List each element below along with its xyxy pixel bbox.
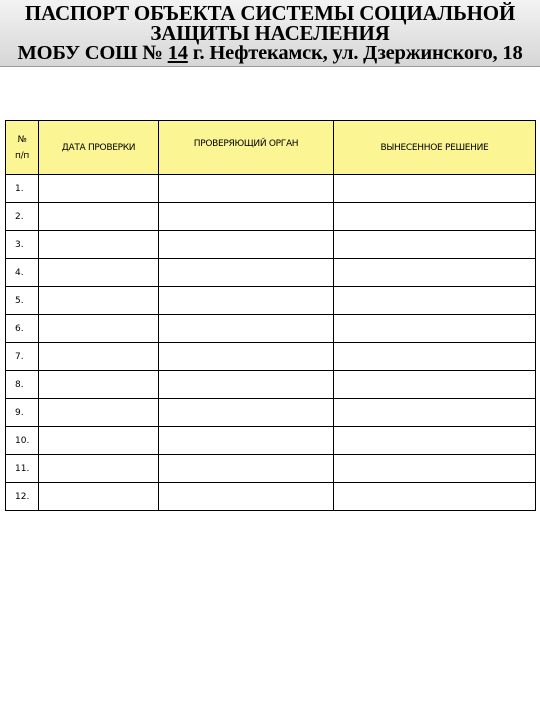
row-number-cell: 7. [6,343,39,371]
title-line-2: ЗАЩИТЫ НАСЕЛЕНИЯ [150,21,390,45]
row-number-cell: 4. [6,259,39,287]
table-row [6,315,536,343]
date-cell [39,231,159,259]
decision-cell [334,343,536,371]
decision-cell [334,455,536,483]
authority-cell [159,455,334,483]
column-header-decision: ВЫНЕСЕННОЕ РЕШЕНИЕ [334,121,536,175]
date-cell [39,287,159,315]
row-number-cell: 9. [6,399,39,427]
row-number-cell: 10. [6,427,39,455]
inspection-table [5,120,536,511]
table-row [6,483,536,511]
table-row [6,203,536,231]
school-number: 14 [167,42,188,64]
authority-cell [159,175,334,203]
date-cell [39,427,159,455]
title-line-3-suffix: г. Нефтекамск, ул. Дзержинского, 18 [187,42,523,64]
row-number-cell: 8. [6,371,39,399]
table-row [6,259,536,287]
column-header-number-top: № [17,134,27,145]
date-cell [39,315,159,343]
row-number-cell: 5. [6,287,39,315]
decision-cell [334,287,536,315]
decision-cell [334,371,536,399]
decision-cell [334,427,536,455]
table-row [6,175,536,203]
decision-cell [334,315,536,343]
row-number-cell: 1. [6,175,39,203]
column-header-authority: ПРОВЕРЯЮЩИЙ ОРГАН [159,121,334,175]
decision-cell [334,203,536,231]
authority-cell [159,399,334,427]
date-cell [39,203,159,231]
authority-cell [159,371,334,399]
title-line-1: ПАСПОРТ ОБЪЕКТА СИСТЕМЫ СОЦИАЛЬНОЙ [24,1,516,25]
decision-cell [334,483,536,511]
date-cell [39,259,159,287]
table-row [6,371,536,399]
row-number-cell: 6. [6,315,39,343]
row-number-cell: 11. [6,455,39,483]
table-header-row [6,121,536,175]
table-row [6,399,536,427]
decision-cell [334,259,536,287]
authority-cell [159,231,334,259]
date-cell [39,455,159,483]
title-banner [0,0,540,67]
authority-cell [159,343,334,371]
row-number-cell: 2. [6,203,39,231]
authority-cell [159,259,334,287]
row-number-cell: 12. [6,483,39,511]
date-cell [39,483,159,511]
authority-cell [159,287,334,315]
table-row [6,455,536,483]
date-cell [39,343,159,371]
decision-cell [334,175,536,203]
table-row [6,287,536,315]
date-cell [39,371,159,399]
authority-cell [159,427,334,455]
row-number-cell: 3. [6,231,39,259]
table-row [6,231,536,259]
title-line-3 [0,43,540,63]
column-header-date: ДАТА ПРОВЕРКИ [39,121,159,175]
column-header-number [6,121,39,175]
column-header-number-bottom: п/п [15,150,29,161]
table-row [6,343,536,371]
authority-cell [159,203,334,231]
title-line-3-prefix: МОБУ СОШ № [17,42,168,64]
authority-cell [159,315,334,343]
decision-cell [334,231,536,259]
decision-cell [334,399,536,427]
date-cell [39,175,159,203]
date-cell [39,399,159,427]
table-row [6,427,536,455]
authority-cell [159,483,334,511]
